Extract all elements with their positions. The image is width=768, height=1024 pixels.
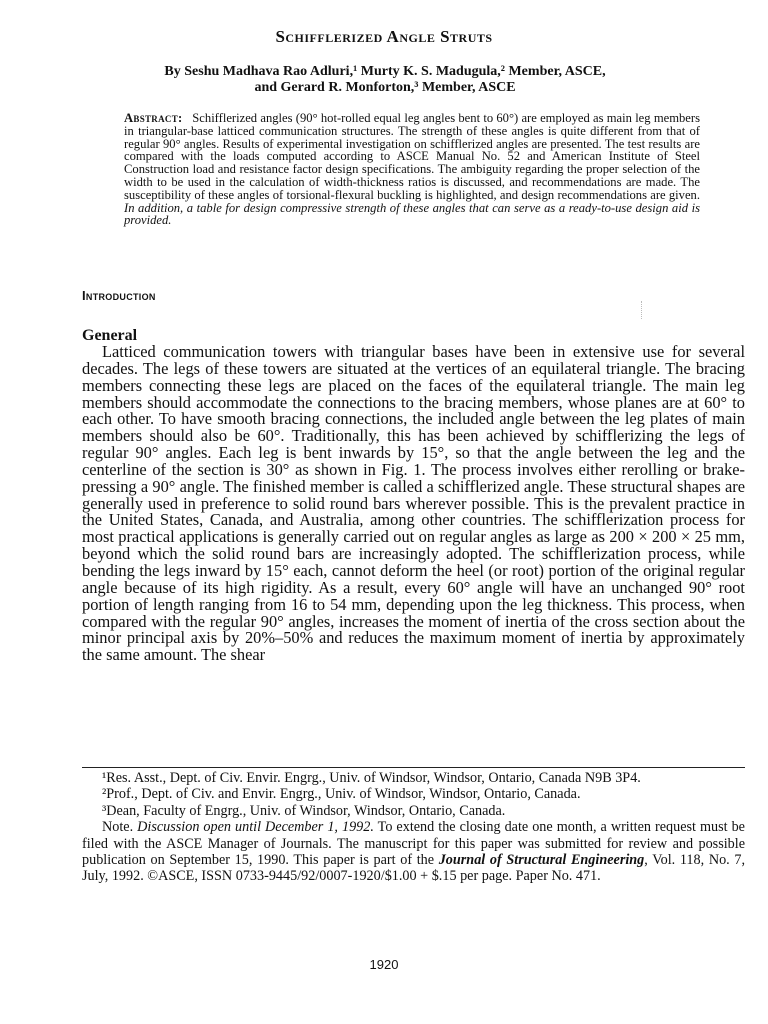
paper-title: Schifflerized Angle Struts bbox=[275, 27, 493, 46]
footnote-note bbox=[82, 819, 745, 885]
note-text-2: , Vol. 118, No. 7, July, 1992. ©ASCE, ISSN 0733-9445/92/0007-1920/$1.00 + $.15 per page. Paper No. 471. bbox=[82, 852, 745, 885]
author-line-2: and Gerard R. Monforton,³ Member, ASCE bbox=[254, 80, 516, 95]
footnote-rule bbox=[82, 767, 745, 768]
abstract bbox=[124, 112, 700, 227]
abstract-italic-text: In addition, a table for design compressive strength of these angles that can serve as a ready-to-use design aid is provided. bbox=[124, 200, 700, 228]
note-italic: Discussion open until December 1, 1992. bbox=[137, 819, 374, 836]
abstract-text: Schifflerized angles (90° hot-rolled equal leg angles bent to 60°) are employed as main leg members in triangular-base latticed communication structures. The strength of these angles is quite different from that of regular 90° angles. Results of experimental investigation on schifflerized angles are presented. The test results are compared with the loads computed according to ASCE Manual No. 52 and American Institute of Steel Construction load and resistance factor design specifications. The ambiguity regarding the proper selection of the width to be used in the calculation of width-thickness ratios is discussed, and recommendations are made. The susceptibility of these angles of torsional-flexural buckling is highlighted, and design recommendations are given. bbox=[124, 111, 700, 202]
subsection-heading-general: General bbox=[82, 327, 138, 344]
footnote-3: ³Dean, Faculty of Engrg., Univ. of Windsor, Windsor, Ontario, Canada. bbox=[102, 802, 506, 819]
footnote-1: ¹Res. Asst., Dept. of Civ. Envir. Engrg., Univ. of Windsor, Windsor, Ontario, Canada N9B 3P4. bbox=[102, 770, 641, 786]
author-line-1: By Seshu Madhava Rao Adluri,¹ Murty K. S. Madugula,² Member, ASCE, bbox=[164, 64, 606, 79]
note-label: Note. bbox=[102, 819, 134, 836]
note-text-1: To extend the closing date one month, a written request must be filed with the ASCE Manager of Journals. The manuscript for this paper was submitted for review and possible publication on September 15, 1990. This paper is part of the bbox=[82, 819, 745, 869]
footnotes bbox=[82, 770, 745, 885]
author-block bbox=[60, 64, 710, 96]
journal-name: Journal of Structural Engineering bbox=[438, 852, 645, 869]
body-text: Latticed communication towers with triangular bases have been in extensive use for several decades. The legs of these towers are situated at the vertices of an equilateral triangle. The bracing members connecting these legs are placed on the faces of the equilateral triangle. The main leg members should accommodate the connections to the bracing members, whose planes are at 60° to each other. To have smooth bracing connections, the included angle between the leg plates of main members should also be 60°. Traditionally, this has been achieved by schifflerizing the legs of regular 90° angles. Each leg is bent inwards by 15°, so that the angle between the leg and the centerline of the section is 30° as shown in Fig. 1. The process involves either rerolling or brake-pressing a 90° angle. The finished member is called a schifflerized angle. These structural shapes are generally used in preference to solid round bars wherever possible. This is the prevalent practice in the United States, Canada, and Australia, among other countries. The schifflerization process for most practical applications is generally carried out on regular angles as large as 200 × 200 × 25 mm, beyond which the solid round bars are increasingly adopted. The schifflerization process, while bending the legs inward by 15° each, cannot deform the heel (or root) portion of the original regular angle because of its high rigidity. As a result, every 60° angle will have an unchanged 90° root portion of length ranging from 16 to 54 mm, depending upon the leg thickness. This process, when compared with the regular 90° angles, increases the moment of inertia of the cross section about the minor principal axis by 20%–50% and reduces the maximum moment of inertia by approximately the same amount. The shear bbox=[82, 342, 745, 665]
scan-mark bbox=[641, 301, 643, 319]
body-paragraph bbox=[82, 344, 745, 664]
footnote-2: ²Prof., Dept. of Civ. and Envir. Engrg., Univ. of Windsor, Windsor, Ontario, Canada. bbox=[102, 786, 581, 803]
abstract-label: Abstract: bbox=[124, 111, 183, 125]
page-number: 1920 bbox=[369, 957, 399, 972]
section-heading-introduction: Introduction bbox=[82, 288, 156, 303]
